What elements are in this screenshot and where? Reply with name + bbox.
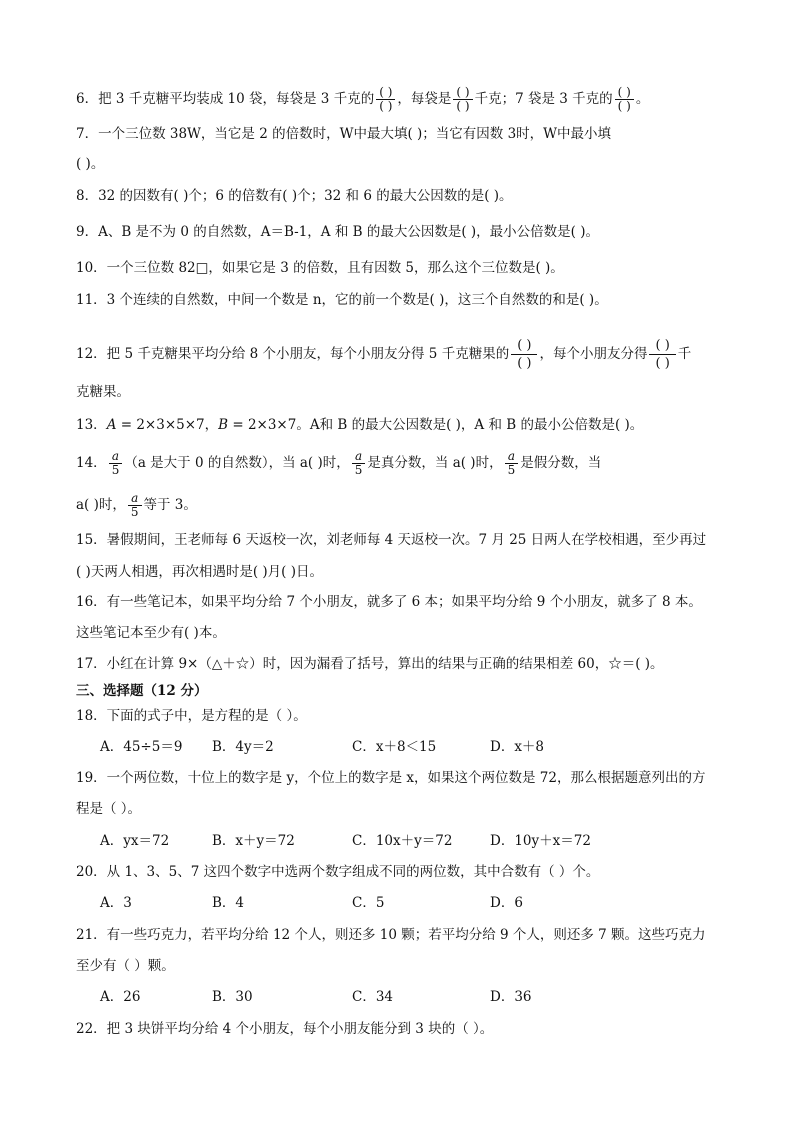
section-3-heading: 三、选择题（12 分） xyxy=(76,683,208,699)
question-13: 13．A = 2×3×5×7，B = 2×3×7。A和 B 的最大公因数是( )，A 和 B 的最小公倍数是( )。 xyxy=(76,417,644,433)
fraction-blank: $\frac{( )}{( )}$ xyxy=(453,86,472,113)
fraction-blank: $\frac{( )}{( )}$ xyxy=(649,337,675,372)
option-a[interactable]: A．26 xyxy=(100,989,141,1005)
option-d[interactable]: D．36 xyxy=(490,989,532,1005)
option-d[interactable]: D．10y＋x＝72 xyxy=(490,833,591,849)
question-6: 6．把 3 千克糖平均装成 10 袋，每袋是 3 千克的 $\frac{( )}{( )}$ ，每袋是 $\frac{( )}{( )}$ 千克；7 袋是 3 千克的 $\frac{( )}{( )}$ 。 xyxy=(76,85,650,113)
question-9: 9．A、B 是不为 0 的自然数，A＝B-1，A 和 B 的最大公因数是( )，最小公倍数是( )。 xyxy=(76,224,599,240)
option-b[interactable]: B．x＋y＝72 xyxy=(212,833,295,849)
option-c[interactable]: C．10x＋y＝72 xyxy=(352,833,453,849)
question-16-line-1: 16．有一些笔记本，如果平均分给 7 个小朋友，就多了 6 本；如果平均分给 9 个小朋友，就多了 8 本。 xyxy=(76,594,702,610)
question-21-line-2: 至少有（ ）颗。 xyxy=(76,958,175,974)
question-19-line-1: 19．一个两位数，十位上的数字是 y，个位上的数字是 x，如果这个两位数是 72，那么根据题意列出的方 xyxy=(76,770,706,786)
option-c[interactable]: C．34 xyxy=(352,989,394,1005)
question-10: 10．一个三位数 82□，如果它是 3 的倍数，且有因数 5，那么这个三位数是( )。 xyxy=(76,260,564,276)
question-16-line-2: 这些笔记本至少有( )本。 xyxy=(76,625,226,641)
question-17: 17．小红在计算 9×（△＋☆）时，因为漏看了括号，算出的结果与正确的结果相差 60，☆＝( )。 xyxy=(76,656,664,672)
question-20: 20．从 1、3、5、7 这四个数字中选两个数字组成不同的两位数，其中合数有（ ）个。 xyxy=(76,864,600,880)
option-d[interactable]: D．6 xyxy=(490,895,523,911)
fraction-blank: $\frac{( )}{( )}$ xyxy=(615,86,634,113)
question-19-line-2: 程是（ ）。 xyxy=(76,801,142,817)
question-11: 11．3 个连续的自然数，中间一个数是 n，它的前一个数是( )，这三个自然数的和是( )。 xyxy=(76,292,608,308)
option-a[interactable]: A．yx＝72 xyxy=(100,833,170,849)
option-a[interactable]: A．3 xyxy=(100,895,132,911)
fraction-a-over-5: $\frac{a}{5}$ xyxy=(128,492,142,519)
question-12-line-2: 克糖果。 xyxy=(76,384,130,400)
question-15-line-2: ( )天两人相遇，再次相遇时是( )月( )日。 xyxy=(76,564,323,580)
fraction-a-over-5: $\frac{a}{5}$ xyxy=(352,450,366,477)
fraction-a-over-5: $\frac{a}{5}$ xyxy=(109,450,123,477)
fraction-blank: $\frac{( )}{( )}$ xyxy=(376,86,395,113)
question-14-line-2: a( )时， $\frac{a}{5}$ 等于 3。 xyxy=(76,491,197,519)
option-b[interactable]: B．4y＝2 xyxy=(212,739,274,755)
question-14-line-1: 14． $\frac{a}{5}$ （a 是大于 0 的自然数），当 a( )时， $\frac{a}{5}$ 是真分数，当 a( )时， $\frac{a}{5}$ 是假分数，当 xyxy=(76,449,602,477)
option-c[interactable]: C．x＋8＜15 xyxy=(352,739,437,755)
option-c[interactable]: C．5 xyxy=(352,895,385,911)
question-7-line-1: 7．一个三位数 38W，当它是 2 的倍数时，W中最大填( )；当它有因数 3时，W中最小填 xyxy=(76,126,612,142)
fraction-a-over-5: $\frac{a}{5}$ xyxy=(505,450,519,477)
question-22: 22．把 3 块饼平均分给 4 个小朋友，每个小朋友能分到 3 块的（ ）。 xyxy=(76,1021,494,1037)
fraction-blank: $\frac{( )}{( )}$ xyxy=(511,337,537,372)
question-18: 18．下面的式子中，是方程的是（ ）。 xyxy=(76,708,307,724)
option-a[interactable]: A．45÷5＝9 xyxy=(100,739,183,755)
option-d[interactable]: D．x＋8 xyxy=(490,739,545,755)
question-7-line-2: ( )。 xyxy=(76,156,105,172)
option-b[interactable]: B．30 xyxy=(212,989,253,1005)
question-15-line-1: 15．暑假期间，王老师每 6 天返校一次，刘老师每 4 天返校一次。7 月 25 日两人在学校相遇，至少再过 xyxy=(76,532,707,548)
option-b[interactable]: B．4 xyxy=(212,895,245,911)
question-8: 8．32 的因数有( )个；6 的倍数有( )个；32 和 6 的最大公因数的是( )。 xyxy=(76,188,513,204)
question-12-line-1: 12．把 5 千克糖果平均分给 8 个小朋友，每个小朋友分得 5 千克糖果的 $\frac{( )}{( )}$ ，每个小朋友分得 $\frac{( )}{( )}$ 千 xyxy=(76,338,692,371)
question-21-line-1: 21．有一些巧克力，若平均分给 12 个人，则还多 10 颗；若平均分给 9 个人，则还多 7 颗。这些巧克力 xyxy=(76,927,706,943)
